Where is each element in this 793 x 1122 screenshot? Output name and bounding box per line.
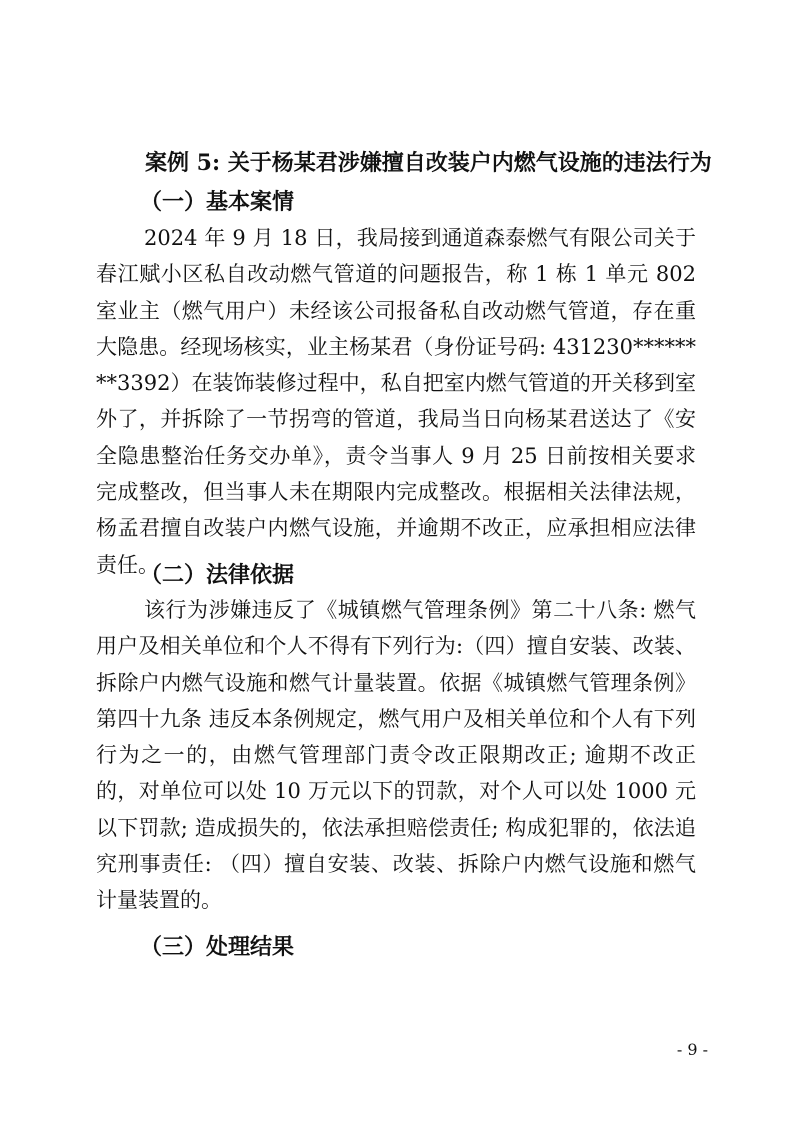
- case-title: 案例 5: 关于杨某君涉嫌擅自改装户内燃气设施的违法行为: [145, 150, 712, 176]
- page-number: - 9 -: [676, 1040, 708, 1059]
- section-heading-basic-facts: （一）基本案情: [140, 189, 295, 215]
- section-paragraph-legal-basis: 该行为涉嫌违反了《城镇燃气管理条例》第二十八条: 燃气用户及相关单位和个人不得有下列行为:（四）擅自安装、改装、拆除户内燃气设施和燃气计量装置。依据《城镇燃气管理条例》第四十九条 违反本条例规定，燃气用户及相关单位和个人有下列行为之一的，由燃气管理部门责令改正限期改正; 逾期不改正的，对单位可以处 10 万元以下的罚款，对个人可以处 1000 元以下罚款; 造成损失的，依法承担赔偿责任; 构成犯罪的，依法追究刑事责任: （四）擅自安装、改装、拆除户内燃气设施和燃气计量装置的。: [96, 598, 696, 913]
- section-heading-result: （三）处理结果: [140, 934, 295, 960]
- section-heading-legal-basis: （二）法律依据: [140, 562, 295, 588]
- section-paragraph-basic-facts: 2024 年 9 月 18 日，我局接到通道森泰燃气有限公司关于春江赋小区私自改动燃气管道的问题报告，称 1 栋 1 单元 802 室业主（燃气用户）未经该公司报备私自改动燃气管道，存在重大隐患。经现场核实，业主杨某君（身份证号码: 431230********3392）在装饰装修过程中，私自把室内燃气管道的开关移到室外了，并拆除了一节拐弯的管道，我局当日向杨某君送达了《安全隐患整治任务交办单》，责令当事人 9 月 25 日前按相关要求完成整改，但当事人未在期限内完成整改。根据相关法律法规，杨孟君擅自改装户内燃气设施，并逾期不改正，应承担相应法律责任。: [96, 226, 696, 577]
